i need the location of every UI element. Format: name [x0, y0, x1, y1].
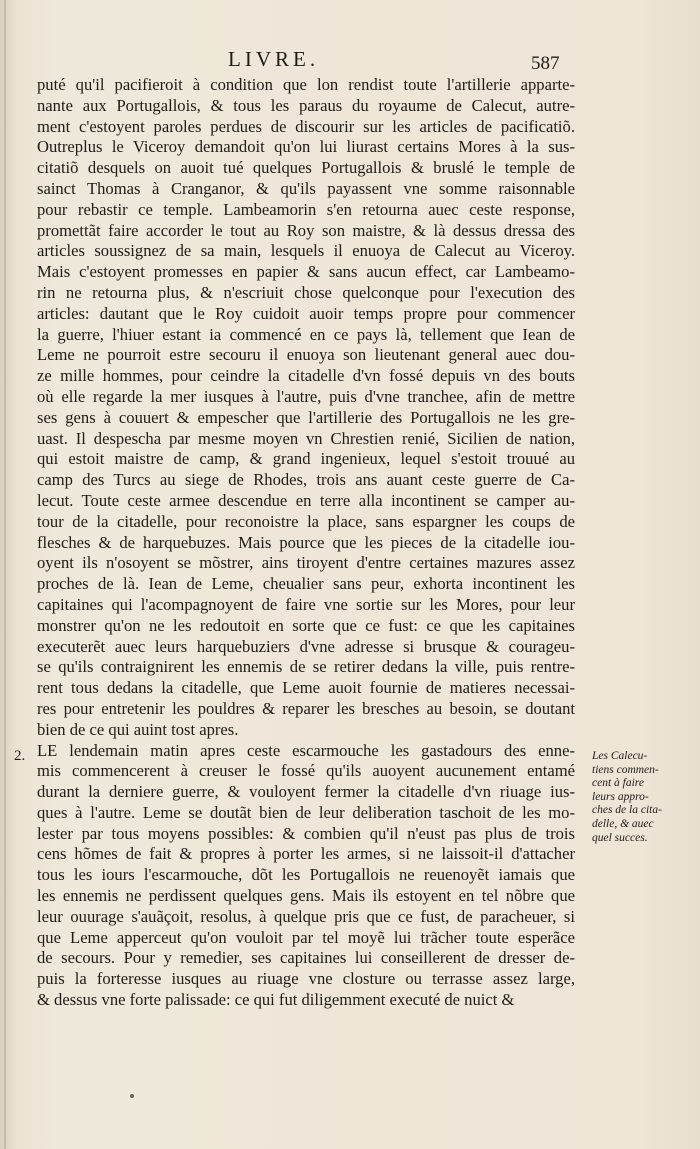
margin-note [592, 750, 692, 845]
body-text [37, 75, 575, 1011]
page-number: 587 [531, 53, 560, 74]
text-line: les ennemis ne perdissent quelques gens. Mais ils estoyent en tel nõbre que [37, 886, 575, 906]
margin-note-line: tiens commen- [592, 763, 659, 776]
text-line: Mais c'estoyent promesses en papier & sans aucun effect, car Lambeamo- [37, 262, 575, 282]
text-line: la guerre, l'hiuer estant ia commencé en ce pays là, tellement que Iean de [37, 324, 575, 344]
text-line: tour de la citadelle, pour reconoistre la place, sans espargner les coups de [37, 511, 575, 531]
text-line: puté qu'il pacifieroit à condition que lon rendist toute l'artillerie apparte- [37, 75, 575, 94]
text-line: rent tous dedans la citadelle, que Leme auoit fournie de matieres necessai- [37, 678, 575, 698]
text-line: lecut. Toute ceste armee descendue en terre alla incontinent se camper au- [37, 490, 575, 510]
text-line: & dessus vne forte palissade: ce qui fut diligemment executé de nuict & [37, 990, 515, 1010]
text-line: articles soussignez de sa main, lesquels il enuoya de Calecut au Viceroy. [37, 241, 575, 261]
text-line: ques à l'autre. Leme se doutãt bien de leur deliberation taschoit de les mo- [37, 802, 575, 822]
text-line: flesches & de harquebuzes. Mais pource que les pieces de la citadelle iou- [37, 532, 575, 552]
text-line: articles: dautant que le Roy cuidoit auoir temps propre pour commencer [37, 303, 575, 323]
text-line: rin ne retourna plus, & n'escriuit chose quelconque pour l'execution des [37, 282, 575, 302]
text-line: LE lendemain matin apres ceste escarmouche les gastadours des enne- [37, 740, 575, 760]
text-line: que Leme apperceut qu'on vouloit par tel moyẽ lui trãcher toute esperãce [37, 927, 575, 947]
margin-note-line: Les Calecu- [592, 750, 648, 762]
text-line: mis commencerent à creuser le fossé qu'ils auoyent aucunement entamé [37, 761, 575, 781]
text-line: puis la forteresse iusques au riuage vne closture ou terrasse assez large, [37, 969, 575, 989]
text-line: cens hõmes de fait & propres à porter les armes, si ne laissoit-il d'attacher [37, 844, 575, 864]
text-line: camp des Turcs au siege de Rhodes, trois ans auant ceste guerre de Ca- [37, 470, 575, 490]
margin-note-line: ches de la cita- [592, 804, 662, 817]
text-line: Outreplus le Viceroy demandoit qu'on lui liurast certains Mores à la sus- [37, 137, 575, 157]
text-line: oyent ils n'osoyent se mõstrer, ains tiroyent d'entre certaines mazures assez [37, 553, 575, 573]
margin-note-line: delle, & auec [592, 817, 654, 830]
text-line: lester par tous moyens possibles: & combien qu'il n'eust pas plus de trois [37, 823, 575, 843]
running-head-title: LIVRE. [228, 47, 320, 71]
text-line: Leme ne pourroit estre secouru il enuoya son lieutenant general auec dou- [37, 345, 575, 365]
text-line: leur ouurage s'auãçoit, resolus, à quelque pris que ce fust, de paracheuer, si [37, 906, 575, 926]
text-line: res pour entretenir les pouldres & reparer les bresches au besoin, se doutant [37, 698, 575, 718]
text-line: tous les iours l'escarmouche, dõt les Portugallois ne reuenoyẽt iamais que [37, 865, 575, 885]
text-line: de secours. Pour y remedier, ses capitaines lui conseillerent de dresser de- [37, 948, 575, 968]
ink-spot [130, 1094, 134, 1098]
text-line: proches de là. Iean de Leme, cheualier sans peur, exhorta incontinent les [37, 574, 575, 594]
text-line: promettãt faire accorder le tout au Roy son maistre, & là dessus dressa des [37, 220, 575, 240]
text-line: ment c'estoyent paroles perdues de discourir sur les articles de pacificatiõ. [37, 116, 575, 136]
text-line: nante aux Portugallois, & tous les paraus du royaume de Calecut, autre- [37, 95, 575, 115]
text-line: où elle regarde la mer iusques à l'autre, puis d'vne tranchee, afin de mettre [37, 386, 575, 406]
text-line: pour rebastir ce temple. Lambeamorin s'en retourna auec ceste response, [37, 199, 575, 219]
text-line: sainct Thomas à Cranganor, & qu'ils payassent vne somme raisonnable [37, 178, 575, 198]
text-line: durant la derniere guerre, & vouloyent fermer la citadelle d'vn riuage ius- [37, 782, 575, 802]
text-line: executerẽt auec leurs harquebuziers d'vne adresse si brusque & courageu- [37, 636, 575, 656]
text-line: capitaines qui l'acompagnoyent de faire vne sortie sur les Mores, pour leur [37, 594, 575, 614]
margin-note-line: quel succes. [592, 831, 648, 844]
text-line: bien de ce qui auint tost apres. [37, 719, 239, 739]
margin-note-line: cent à faire [592, 777, 644, 790]
text-line: citatiõ desquels on auoit tué quelques Portugallois & bruslé le temple de [37, 158, 575, 178]
text-line: se qu'ils contraignirent les ennemis de se retirer dedans la ville, puis rentre- [37, 657, 575, 677]
text-line: uast. Il despescha par mesme moyen vn Chrestien renié, Sicilien de nation, [37, 428, 575, 448]
paragraph-number: 2. [14, 748, 26, 764]
text-line: qui estoit maistre de camp, & grand ingenieux, lequel s'estoit trouué au [37, 449, 575, 469]
text-line: ses gens à couuert & empescher que l'artillerie des Portugallois ne les gre- [37, 407, 575, 427]
running-head [0, 47, 700, 75]
margin-note-line: leurs appro- [592, 790, 649, 803]
page-gutter [4, 0, 6, 1149]
text-line: monstrer qu'on ne les redoutoit en sorte que ce fust: ce que les capitaines [37, 615, 575, 635]
text-line: ze mille hommes, pour ceindre la citadelle d'vn fossé depuis vn des bouts [37, 366, 575, 386]
